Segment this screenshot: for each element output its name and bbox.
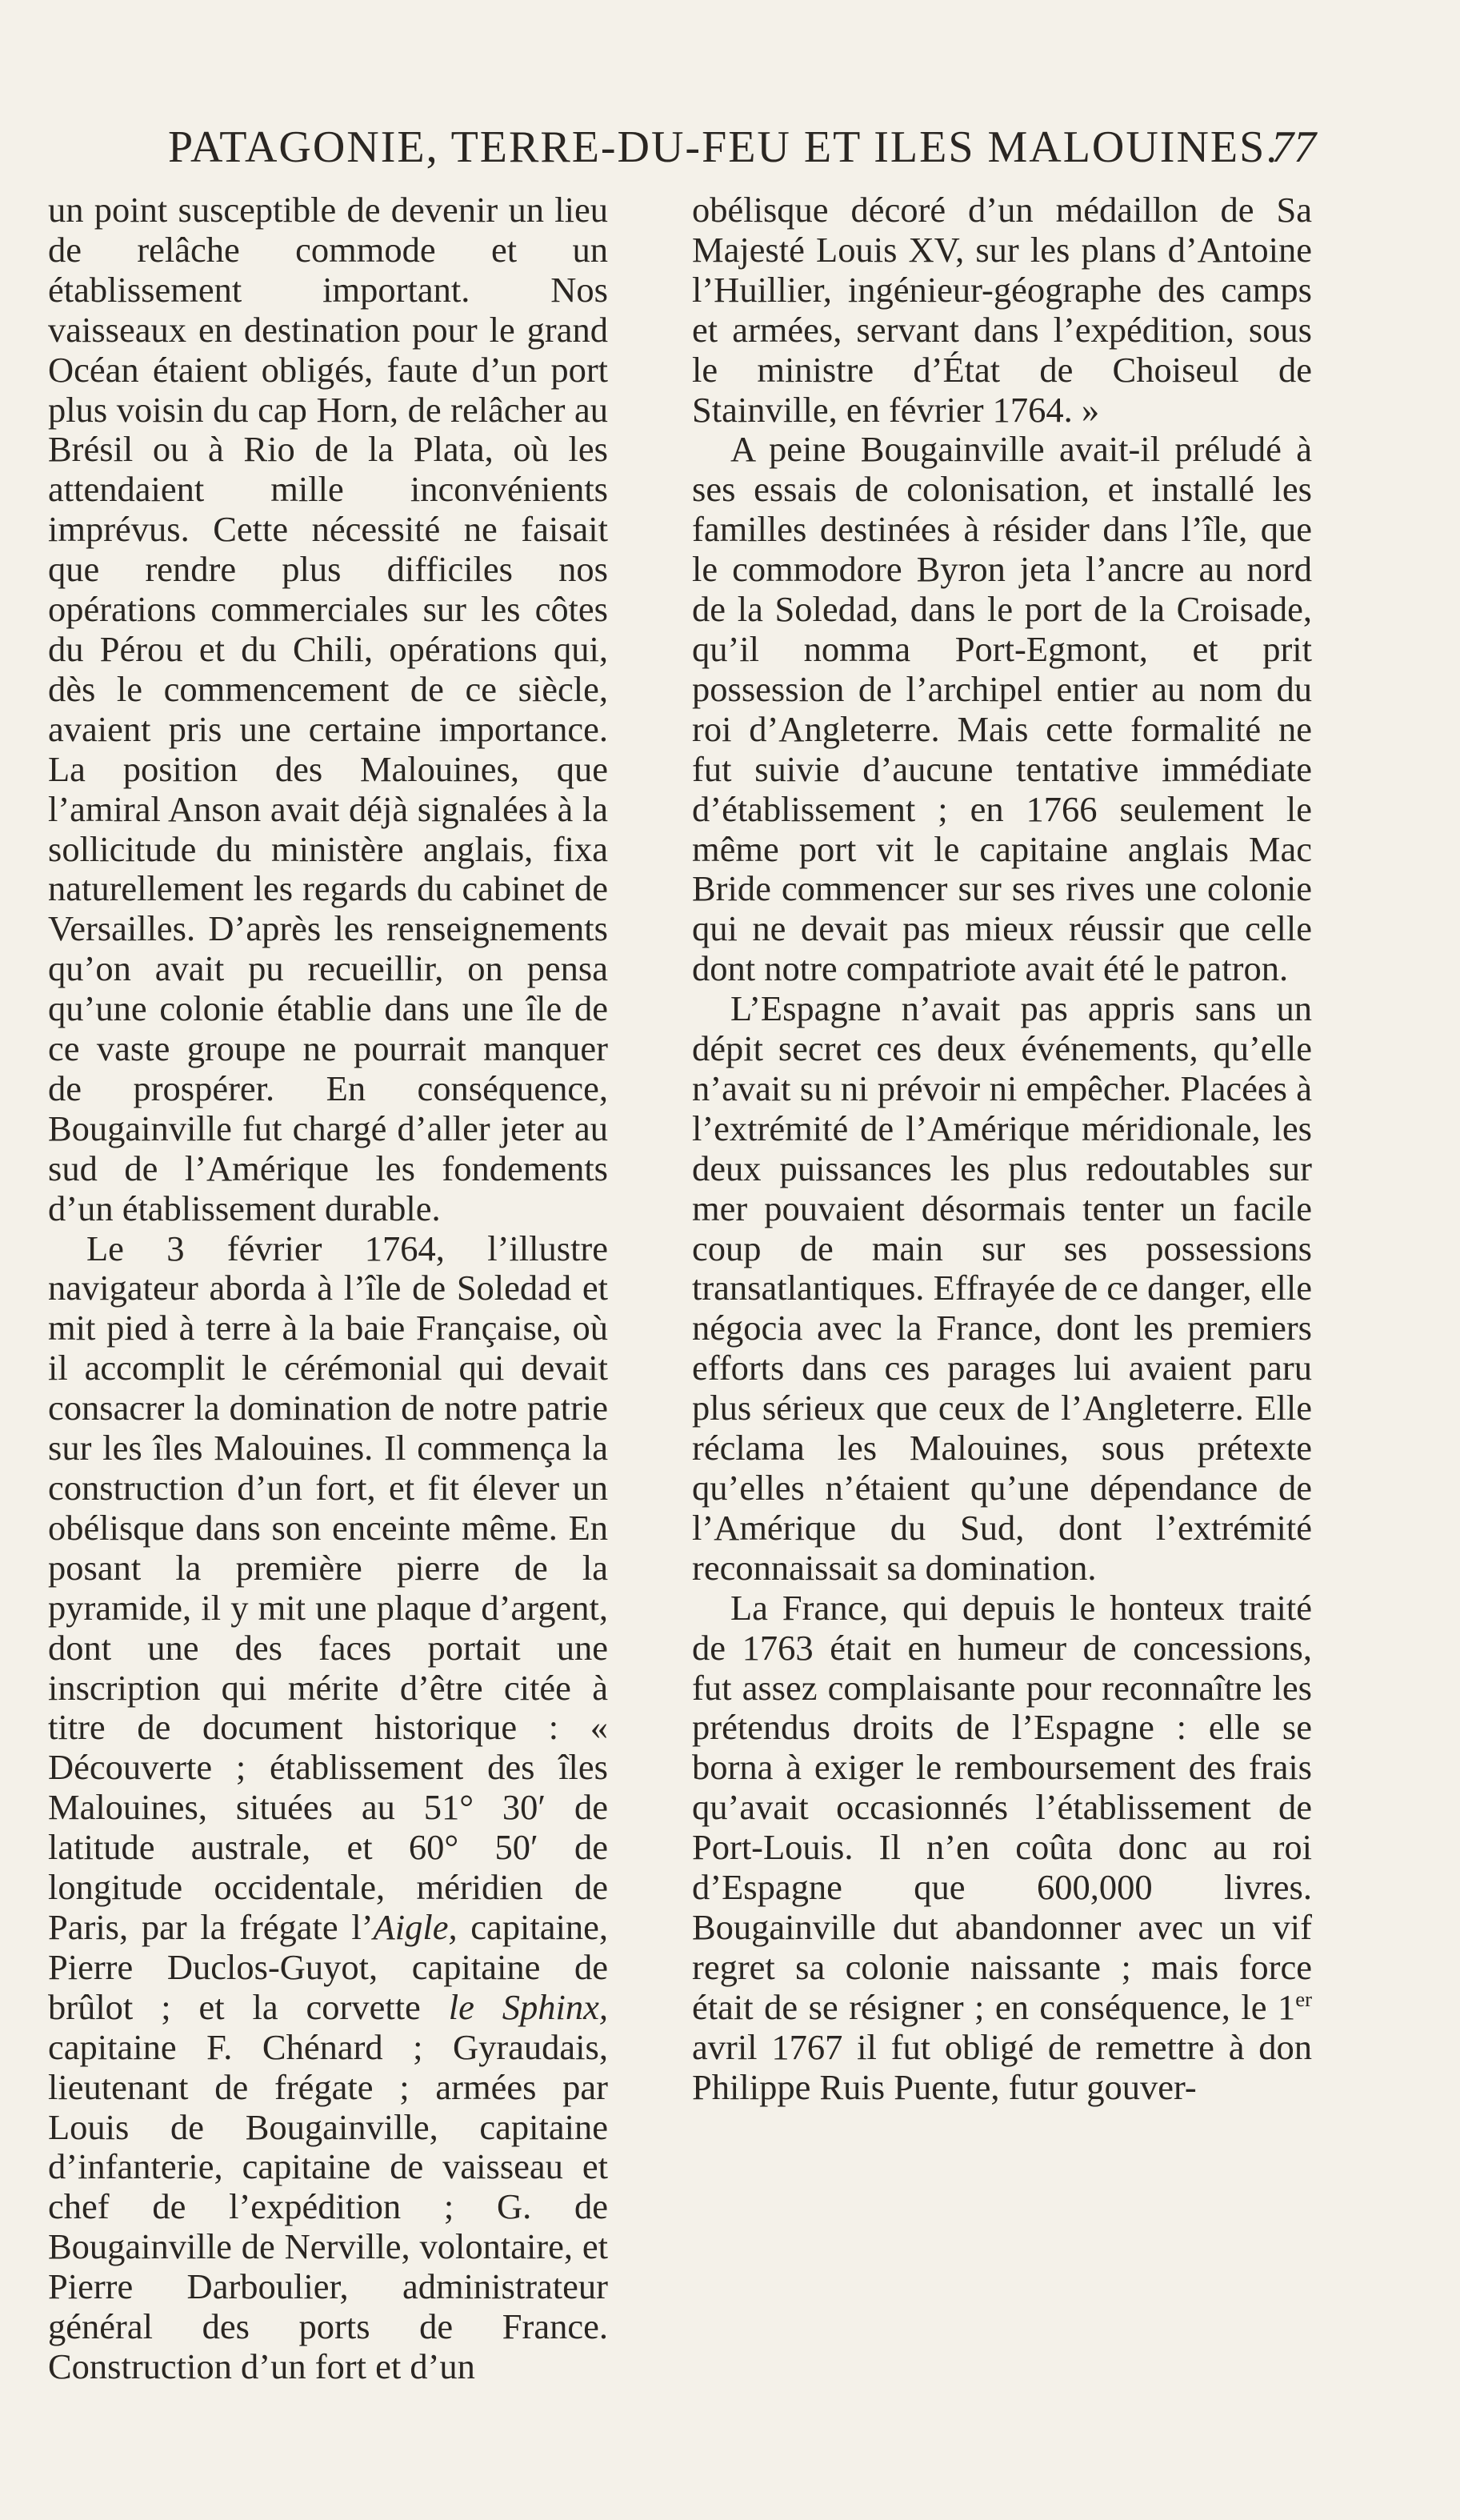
ship-name-aigle: Aigle, [373,1906,458,1947]
paragraph-right-2: A peine Bougainville avait-il préludé à ses essais de colonisation, et installé les familles destinées à résider dans l’île, que le commodore Byron jeta l’ancre au nord de la Soledad, dans le port de la Croisade, qu’il nomma Port-Egmont, et prit possession de l’archipel entier au nom du roi d’Angleterre. Mais cette formalité ne fut suivie d’aucune tentative immédiate d’établissement ; en 1766 seulement le même port vit le capitaine anglais Mac Bride commencer sur ses rives une colonie qui ne devait pas mieux réussir que celle dont notre compatriote avait été le patron. [692,429,1312,989]
ordinal-superscript: er [1295,1986,1312,2011]
left-column [48,190,608,2387]
paragraph-right-4-part-a: La France, qui depuis le honteux traité de 1763 était en humeur de concessions, fut assez complaisante pour reconnaître les prétendus droits de l’Espagne : elle se borna à exiger le remboursement des frais qu’avait occasionnés l’établissement de Port-Louis. Il n’en coûta donc au roi d’Espagne que 600,000 livres. Bougainville dut abandonner avec un vif regret sa colonie naissante ; mais force était de se résigner ; en conséquence, le 1 [692,1587,1312,2027]
paragraph-left-1: un point susceptible de devenir un lieu de relâche commode et un établissement important. Nos vaisseaux en destination pour le grand Océan étaient obligés, faute d’un port plus voisin du cap Horn, de relâcher au Brésil ou à Rio de la Plata, où les attendaient mille inconvénients imprévus. Cette nécessité ne faisait que rendre plus difficiles nos opérations commerciales sur les côtes du Pérou et du Chili, opérations qui, dès le commencement de ce siècle, avaient pris une certaine importance. La position des Malouines, que l’amiral Anson avait déjà signalées à la sollicitude du ministère anglais, fixa naturellement les regards du cabinet de Versailles. D’après les renseignements qu’on avait pu recueillir, on pensa qu’une colonie établie dans une île de ce vaste groupe ne pourrait manquer de prospérer. En conséquence, Bougainville fut chargé d’aller jeter au sud de l’Amérique les fondements d’un établissement durable. [48,190,608,1228]
running-title: PATAGONIE, TERRE-DU-FEU ET ILES MALOUINES. [168,122,1279,172]
paragraph-left-2 [48,1229,608,2387]
paragraph-left-2-part-c: capitaine F. Chénard ; Gyraudais, lieutenant de frégate ; armées par Louis de Bougainville, capitaine d’infanterie, capitaine de vaisseau et chef de l’expédition ; G. de Bougainville de Nerville, volontaire, et Pierre Darboulier, administrateur général des ports de France. Construction d’un fort et d’un [48,2026,608,2386]
page-number: 77 [1271,122,1316,172]
paragraph-right-1: obélisque décoré d’un médaillon de Sa Majesté Louis XV, sur les plans d’Antoine l’Huillier, ingénieur-géographe des camps et armées, servant dans l’expédition, sous le ministre d’État de Choiseul de Stainville, en février 1764. » [692,190,1312,430]
ship-name-sphinx: le Sphinx, [448,1986,608,2027]
paragraph-left-2-part-b: capitaine, Pierre Duclos-Guyot, capitaine de brûlot ; et la corvette [48,1906,608,2027]
paragraph-right-3: L’Espagne n’avait pas appris sans un dépit secret ces deux événements, qu’elle n’avait su ni prévoir ni empêcher. Placées à l’extrémité de l’Amérique méridionale, les deux puissances les plus redoutables sur mer pouvaient désormais tenter un facile coup de main sur ses possessions transatlantiques. Effrayée de ce danger, elle négocia avec la France, dont les premiers efforts dans ces parages lui avaient paru plus sérieux que ceux de l’Angleterre. Elle réclama les Malouines, sous prétexte qu’elles n’étaient qu’une dépendance de l’Amérique du Sud, dont l’extrémité reconnaissait sa domination. [692,988,1312,1588]
paragraph-right-4-part-b: avril 1767 il fut obligé de remettre à don Philippe Ruis Puente, futur gouver- [692,2026,1312,2107]
paragraph-left-2-part-a: Le 3 février 1764, l’illustre navigateur aborda à l’île de Soledad et mit pied à terre à la baie Française, où il accomplit le cérémonial qui devait consacrer la domination de notre patrie sur les îles Malouines. Il commença la construction d’un fort, et fit élever un obélisque dans son enceinte même. En posant la première pierre de la pyramide, il y mit une plaque d’argent, dont une des faces portait une inscription qui mérite d’être citée à titre de document historique : « Découverte ; établissement des îles Malouines, situées au 51° 30′ de latitude australe, et 60° 50′ de longitude occidentale, méridien de Paris, par la frégate l’ [48,1228,608,1947]
running-header [168,118,1316,176]
paragraph-right-4 [692,1589,1312,2108]
right-column [692,190,1312,2108]
